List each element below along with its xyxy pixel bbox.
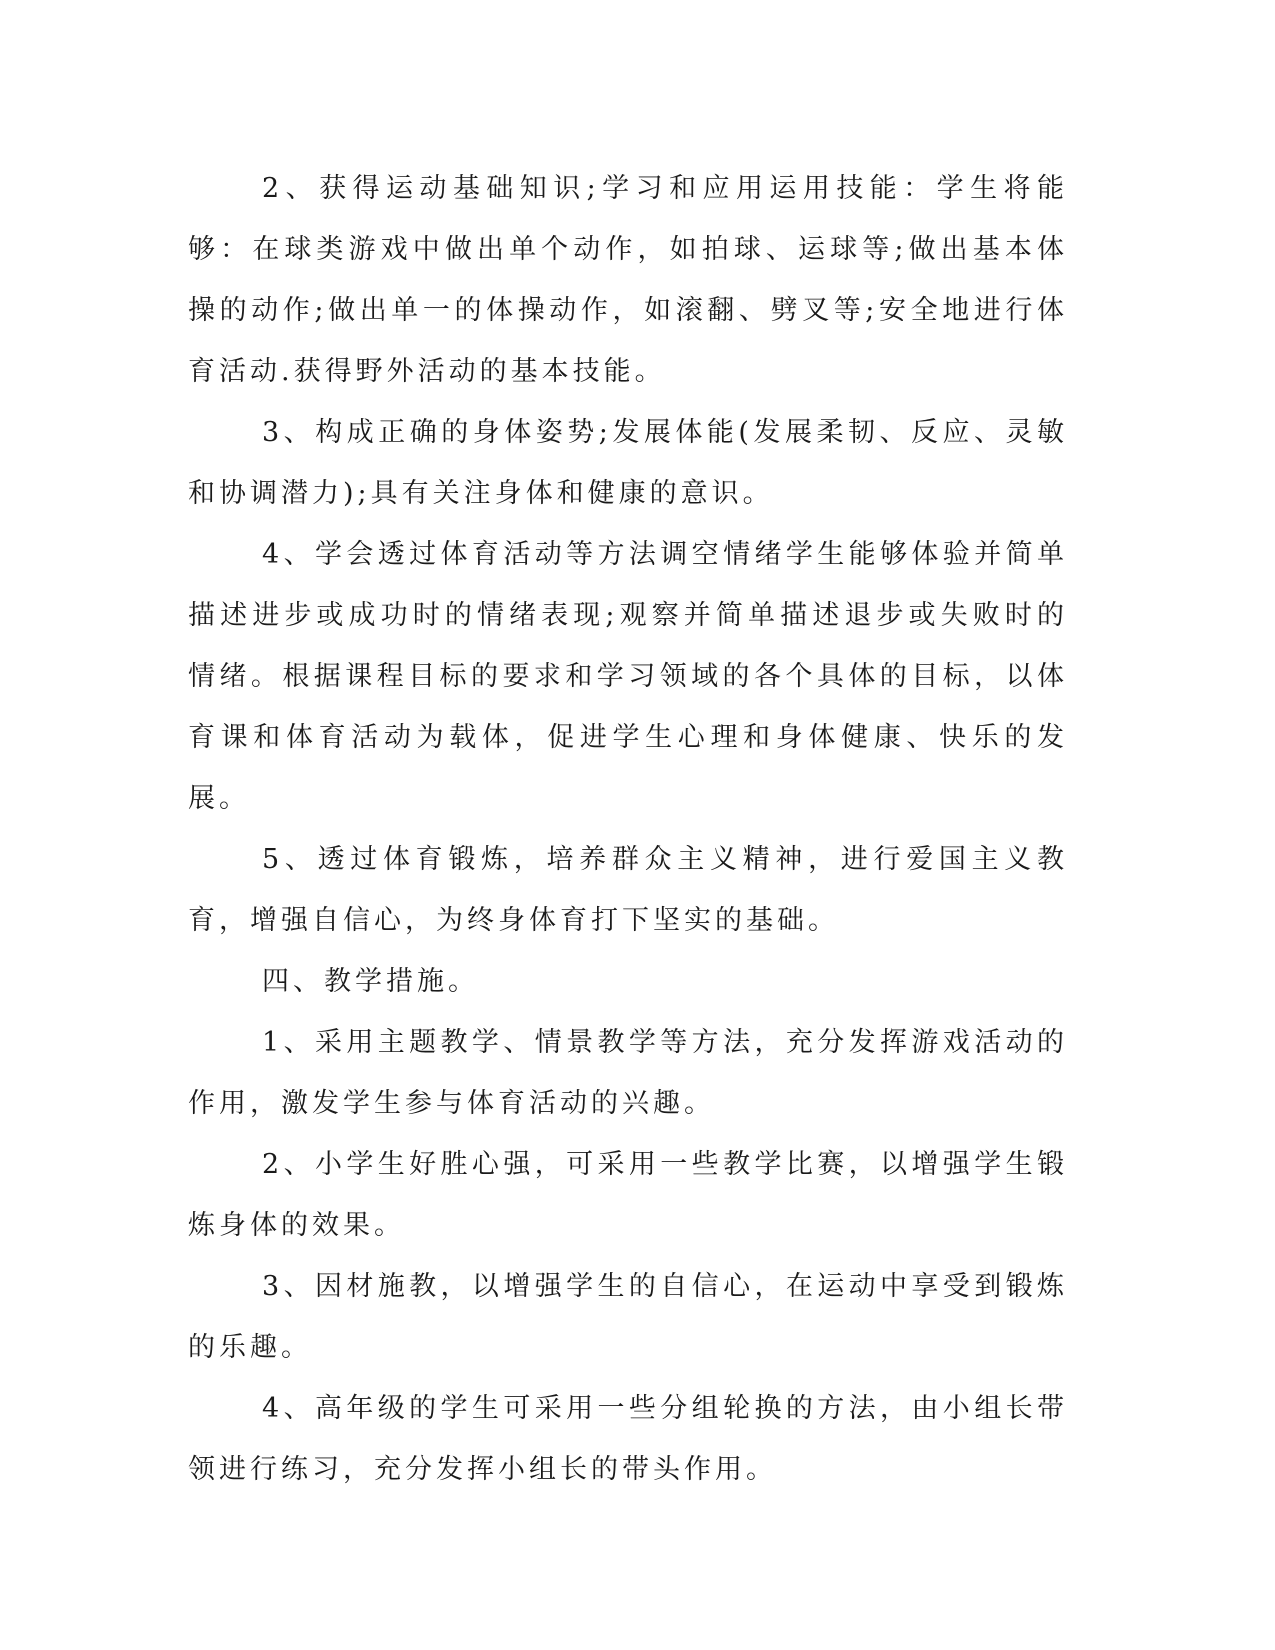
paragraph-goal-4: 4、学会透过体育活动等方法调空情绪学生能够体验并简单描述进步或成功时的情绪表现;观察并简单描述退步或失败时的情绪。根据课程目标的要求和学习领域的各个具体的目标，以体育课和体育活动为载体，促进学生心理和身体健康、快乐的发展。 <box>188 539 1068 814</box>
document-body <box>188 158 1068 1500</box>
paragraph-measure-2: 2、小学生好胜心强，可采用一些教学比赛，以增强学生锻炼身体的效果。 <box>188 1149 1068 1241</box>
paragraph-measure-3: 3、因材施教，以增强学生的自信心，在运动中享受到锻炼的乐趣。 <box>188 1271 1068 1363</box>
section-heading-teaching-measures: 四、教学措施。 <box>262 966 479 997</box>
paragraph-goal-2: 2、获得运动基础知识;学习和应用运用技能：学生将能够：在球类游戏中做出单个动作，如拍球、运球等;做出基本体操的动作;做出单一的体操动作，如滚翻、劈叉等;安全地进行体育活动.获得野外活动的基本技能。 <box>188 173 1068 387</box>
paragraph-measure-4: 4、高年级的学生可采用一些分组轮换的方法，由小组长带领进行练习，充分发挥小组长的带头作用。 <box>188 1393 1068 1485</box>
paragraph-measure-1: 1、采用主题教学、情景教学等方法，充分发挥游戏活动的作用，激发学生参与体育活动的兴趣。 <box>188 1027 1068 1119</box>
paragraph-goal-3: 3、构成正确的身体姿势;发展体能(发展柔韧、反应、灵敏和协调潜力);具有关注身体和健康的意识。 <box>188 417 1068 509</box>
paragraph-goal-5: 5、透过体育锻炼，培养群众主义精神，进行爱国主义教育，增强自信心，为终身体育打下坚实的基础。 <box>188 844 1068 936</box>
